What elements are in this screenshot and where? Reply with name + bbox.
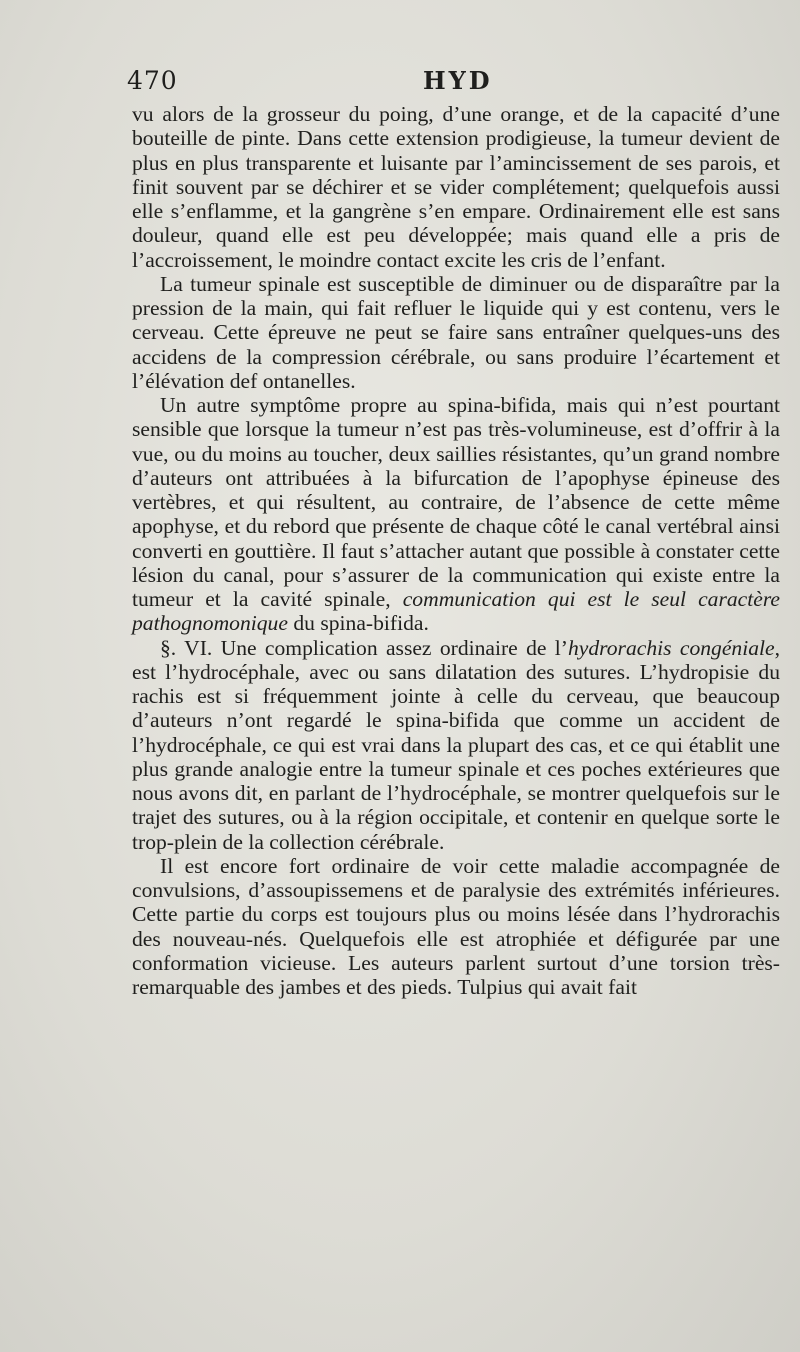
text-run: , est l’hydrocéphale, avec ou sans dilatation des sutures. L’hydropisie du rachis est si fréquemment jointe à celle du cerveau, que beaucoup d’auteurs n’ont regardé le spina-bifida que comme un accident de l’hydrocéphale, ce qui est vrai dans la plupart des cas, et ce qui établit une plus grande analogie entre la tumeur spinale et ces poches extérieures que nous avons dit, en parlant de l’hydrocéphale, se montrer quelquefois sur le trajet des sutures, ou à la région occipitale, et contenir en quelque sorte le trop-plein de la collection cérébrale. — [132, 635, 781, 854]
paragraph-2 — [132, 272, 780, 393]
paragraph-5 — [132, 854, 780, 1000]
body-text — [132, 102, 780, 999]
paragraph-3 — [132, 393, 780, 636]
text-run: vu alors de la grosseur du poing, d’une orange, et de la capacité d’une bouteille de pinte. Dans cette extension prodigieuse, la tumeur devient de plus en plus transparente et luisante par l’amincissement de ses parois, et finit souvent par se déchirer et se vider complétement; quelquefois aussi elle s’enflamme, et la gangrène s’en empare. Ordinairement elle est sans douleur, quand elle est peu développée; mais quand elle a pris de l’accroissement, le moindre contact excite les cris de l’enfant. — [132, 102, 780, 272]
italic-phrase: hydrorachis congéniale — [567, 635, 775, 660]
page-header — [127, 66, 787, 100]
paragraph-4 — [132, 636, 780, 854]
italic-phrase: communication qui est le seul caractère pathognomonique — [132, 587, 781, 636]
text-run: Un autre symptôme propre au spina-bifida, mais qui n’est pourtant sensible que lorsque la tumeur n’est pas très-volumineuse, est d’offrir à la vue, ou du moins au toucher, deux saillies résistantes, qu’un grand nombre d’auteurs ont attribuées à la bifurcation de l’apophyse épineuse des vertèbres, et qui résultent, au contraire, de l’absence de cette même apophyse, et du rebord que présente de chaque côté le canal vertébral ainsi converti en gouttière. Il faut s’attacher autant que possible à constater cette lésion du canal, pour s’assurer de la communication qui existe entre la tumeur et la cavité spinale, — [132, 393, 780, 611]
running-head: HYD — [423, 66, 493, 95]
text-run: du spina-bifida. — [287, 611, 429, 636]
text-run: La tumeur spinale est susceptible de diminuer ou de disparaître par la pression de la main, qui fait refluer le liquide qui y est contenu, vers le cerveau. Cette épreuve ne peut se faire sans entraîner quelques-uns des accidens de la compression cérébrale, ou sans produire l’écartement et l’élévation def ontanelles. — [132, 271, 780, 393]
text-run: Il est encore fort ordinaire de voir cette maladie accompagnée de convulsions, d’assoupissemens et de paralysie des extrémités inférieures. Cette partie du corps est toujours plus ou moins lésée dans l’hydrorachis des nouveau-nés. Quelquefois elle est atrophiée et défigurée par une conformation vicieuse. Les auteurs parlent surtout d’une torsion très-remarquable des jambes et des pieds. Tulpius qui avait fait — [132, 853, 780, 999]
paragraph-1 — [132, 102, 780, 272]
page-number: 470 — [127, 66, 178, 95]
text-run: §. VI. Une complication assez ordinaire de l’ — [160, 635, 568, 660]
